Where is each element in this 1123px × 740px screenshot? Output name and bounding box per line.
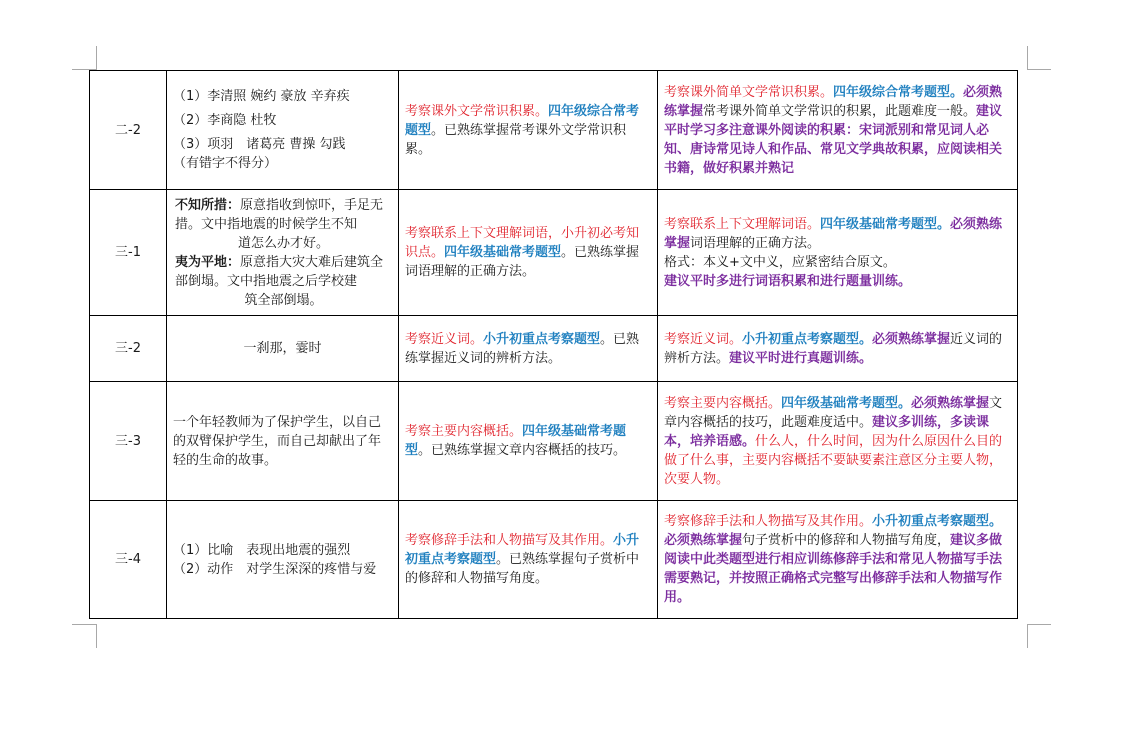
analysis-text: 考察主要内容概括。	[405, 424, 523, 439]
advice-text: 近义词的辨析方法。	[664, 331, 1003, 366]
table-row	[90, 71, 1018, 190]
analysis-text: 小升初重点考察题型	[405, 533, 640, 567]
analysis-text: 四年级基础常考题型	[444, 245, 562, 260]
analysis-text: 考察课外文学常识积累。	[405, 103, 549, 119]
analysis-cell	[399, 316, 658, 382]
answer-text: 道怎么办才好。	[237, 235, 329, 251]
advice-text: 考察修辞手法和人物描写及其作用。	[664, 514, 873, 529]
answer-cell	[167, 71, 399, 190]
analysis-cell	[399, 501, 658, 619]
advice-text: 必须熟练掌握	[664, 84, 1003, 119]
analysis-text: 四年级综合常考题型	[405, 103, 640, 138]
advice-text: 考察近义词。	[664, 331, 743, 347]
table-row	[90, 382, 1018, 501]
analysis-text: 。已熟练掌握常考课外文学常识积累。	[405, 122, 627, 157]
answer-line: （2）李商隐 杜牧	[173, 113, 277, 128]
advice-text: 四年级基础常考题型。	[781, 395, 912, 411]
analysis-text: 考察近义词。	[405, 331, 484, 347]
answer-line: （1）李清照 婉约 豪放 辛弃疾	[173, 89, 350, 104]
question-id: 三-4	[90, 501, 167, 619]
analysis-text: 四年级基础常考题型	[405, 424, 627, 458]
advice-text: 四年级基础常考题型。	[820, 216, 951, 232]
question-id: 三-1	[90, 190, 167, 316]
table-row	[90, 190, 1018, 316]
answer-line: （3）项羽 诸葛亮 曹操 勾践	[173, 137, 346, 152]
advice-cell	[658, 316, 1018, 382]
advice-text: 考察联系上下文理解词语。	[664, 216, 821, 232]
advice-text: 常考课外简单文学常识的积累，此题难度一般。	[703, 103, 977, 119]
answer-text: 原意指收到惊吓，手足无措。文中指地震的时候学生不知	[175, 197, 384, 232]
analysis-cell	[399, 382, 658, 501]
advice-text: 四年级综合常考题型。	[833, 84, 964, 100]
answer-cell	[167, 190, 399, 316]
advice-text: 必须熟练掌握	[872, 331, 951, 347]
advice-text: 词语理解的正确方法。	[690, 235, 821, 251]
advice-text: 考察主要内容概括。	[664, 395, 782, 411]
advice-text: 考察课外简单文学常识积累。	[664, 84, 834, 100]
answer-cell: 一刹那，霎时	[167, 316, 399, 382]
question-id: 三-3	[90, 382, 167, 501]
answer-term: 不知所措：	[175, 197, 241, 213]
advice-text: 小升初重点考察题型。	[872, 514, 1003, 529]
answer-text: 筑全部倒塌。	[244, 292, 323, 308]
answer-cell	[167, 501, 399, 619]
crop-mark	[1027, 46, 1028, 70]
analysis-text: 考察联系上下文理解词语，小升初必考知识点。	[405, 226, 640, 260]
analysis-cell	[399, 190, 658, 316]
advice-text: 格式：本义+文中义，应紧密结合原文。	[664, 254, 896, 270]
crop-mark	[1027, 624, 1028, 648]
crop-mark	[96, 46, 97, 70]
advice-text: 建议平时学习多注意课外阅读的积累：宋词派别和常见词人必知、唐诗常见诗人和作品、常见文学典故积累，应阅读相关书籍，做好积累并熟记	[664, 103, 1003, 176]
analysis-text: 小升初重点考察题型	[483, 331, 601, 347]
advice-text: 什么人，什么时间，因为什么原因什么目的做了什么事，主要内容概括不要缺要素注意区分主要人物，次要人物。	[664, 433, 1003, 487]
advice-cell	[658, 501, 1018, 619]
advice-cell	[658, 190, 1018, 316]
advice-cell	[658, 382, 1018, 501]
answer-text: 原意指大灾大难后建筑全部倒塌。文中指地震之后学校建	[175, 254, 384, 289]
crop-mark	[1027, 69, 1051, 70]
advice-text: 文章内容概括的技巧，此题难度适中。	[664, 395, 1003, 430]
answer-line: （2）动作 对学生深深的疼惜与爱	[173, 561, 377, 577]
advice-text: 必须熟练掌握	[911, 395, 990, 411]
advice-text: 建议平时进行真题训练。	[729, 350, 873, 366]
answer-line: （1）比喻 表现出地震的强烈	[173, 542, 351, 558]
advice-text: 建议多训练，多读课本，培养语感。	[664, 414, 990, 449]
analysis-text: 。已熟练掌握文章内容概括的技巧。	[418, 443, 627, 458]
advice-text: 小升初重点考察题型。	[742, 331, 873, 347]
analysis-text: 。已熟练掌握词语理解的正确方法。	[405, 245, 640, 279]
advice-text: 句子赏析中的修辞和人物描写角度，	[742, 533, 951, 548]
analysis-cell	[399, 71, 658, 190]
answer-cell: 一个年轻教师为了保护学生，以自己的双臂保护学生，而自己却献出了年轻的生命的故事。	[167, 382, 399, 501]
advice-text: 建议平时多进行词语积累和进行题量训练。	[664, 273, 912, 289]
analysis-text: 。已熟练掌握近义词的辨析方法。	[405, 331, 640, 366]
answer-line: （有错字不得分）	[173, 156, 278, 171]
advice-cell	[658, 71, 1018, 190]
question-id: 三-2	[90, 316, 167, 382]
advice-text: 建议多做阅读中此类题型进行相应训练修辞手法和常见人物描写手法需要熟记，并按照正确格式完整写出修辞手法和人物描写作用。	[664, 533, 1003, 605]
crop-mark	[1027, 624, 1051, 625]
crop-mark	[72, 624, 96, 625]
crop-mark	[96, 624, 97, 648]
question-id: 二-2	[90, 71, 167, 190]
advice-text: 必须熟练掌握	[664, 533, 743, 548]
analysis-text: 考察修辞手法和人物描写及其作用。	[405, 533, 614, 548]
answer-term: 夷为平地：	[175, 254, 241, 270]
table-row	[90, 316, 1018, 382]
advice-text: 必须熟练掌握	[664, 216, 1003, 251]
analysis-table	[89, 70, 1018, 619]
table-row	[90, 501, 1018, 619]
analysis-text: 。已熟练掌握句子赏析中的修辞和人物描写角度。	[405, 552, 640, 586]
